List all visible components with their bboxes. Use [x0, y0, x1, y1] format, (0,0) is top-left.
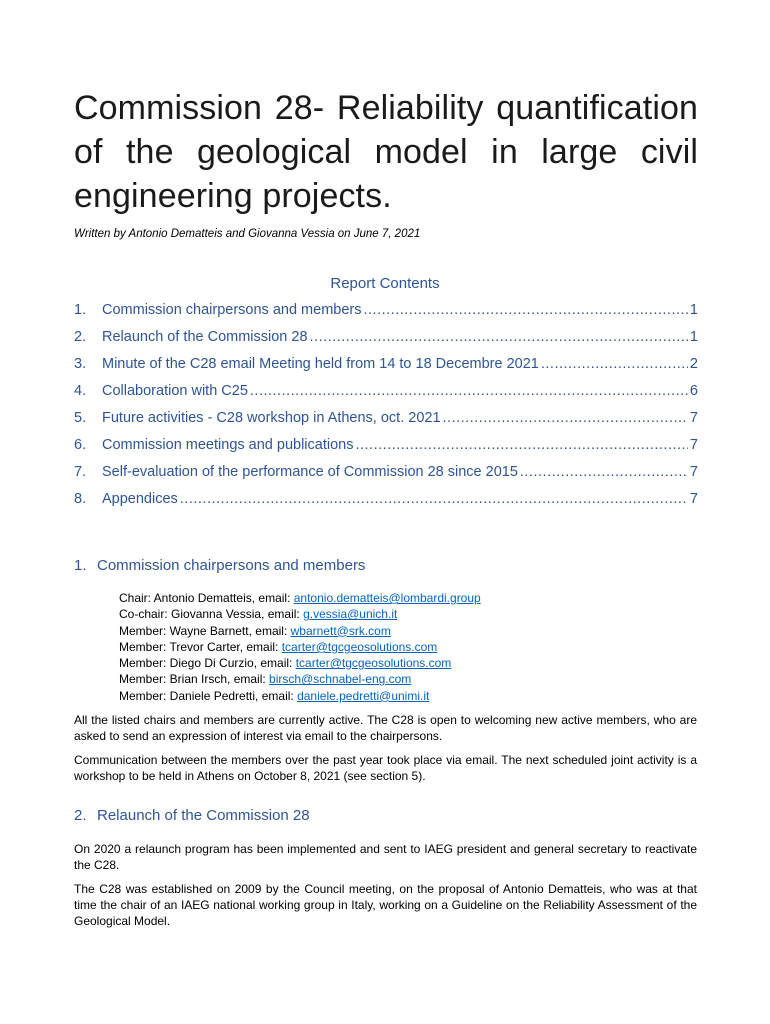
section-1-paragraph: Communication between the members over the past year took place via email. The next scheduled joint activity is a workshop to be held in Athens on October 8, 2021 (see section 5).	[74, 753, 697, 783]
toc-item-number: 1.	[74, 302, 87, 318]
member-email-link[interactable]: g.vessia@unich.it	[303, 607, 398, 622]
toc-item[interactable]	[74, 356, 698, 383]
toc-item-number: 5.	[74, 410, 87, 426]
section-2-title: Relaunch of the Commission 28	[97, 807, 310, 824]
member-email-link[interactable]: antonio.dematteis@lombardi.group	[293, 591, 481, 605]
toc-item-page[interactable]: 1	[689, 329, 698, 345]
section-1-heading	[74, 557, 365, 574]
toc-dot-leader	[355, 437, 687, 453]
toc-item-page[interactable]: 7	[689, 410, 698, 426]
toc-item[interactable]	[74, 329, 698, 356]
toc-item-number: 7.	[74, 464, 87, 480]
member-email-link[interactable]: tcarter@tgcgeosolutions.com	[295, 656, 452, 671]
toc-item-page[interactable]: 2	[689, 356, 698, 372]
toc-dot-leader	[310, 329, 688, 345]
toc-item-title[interactable]: Appendices	[102, 491, 178, 507]
section-1-number: 1.	[74, 557, 87, 574]
member-label: Member: Brian Irsch, email:	[119, 672, 270, 687]
toc-dot-leader	[443, 410, 688, 426]
section-1-title: Commission chairpersons and members	[97, 557, 366, 574]
toc-item[interactable]	[74, 383, 698, 410]
toc-item-title[interactable]: Commission chairpersons and members	[102, 302, 362, 318]
member-entry-chair	[119, 590, 481, 606]
toc-dot-leader	[520, 464, 688, 480]
member-label: Member: Daniele Pedretti, email:	[119, 688, 298, 703]
member-entry	[119, 688, 481, 704]
member-email-link[interactable]: wbarnett@srk.com	[290, 623, 391, 638]
toc-item-number: 4.	[74, 383, 87, 399]
section-2-paragraph: The C28 was established on 2009 by the Council meeting, on the proposal of Antonio Dematteis, who was at that time the chair of an IAEG national working group in Italy, working on a Guideline on the Reliability Assessment of the Geological Model.	[74, 882, 697, 928]
member-label: Chair: Antonio Dematteis, email:	[119, 591, 294, 605]
section-2-number: 2.	[74, 807, 87, 824]
member-entry	[119, 623, 481, 639]
toc-item-page[interactable]: 7	[689, 437, 698, 453]
member-email-link[interactable]: tcarter@tgcgeosolutions.com	[281, 639, 438, 654]
member-entry	[119, 639, 481, 655]
toc-item-number: 2.	[74, 329, 87, 345]
toc-item[interactable]	[74, 410, 698, 437]
table-of-contents	[74, 302, 698, 518]
toc-dot-leader	[250, 383, 688, 399]
member-label: Co-chair: Giovanna Vessia, email:	[119, 607, 304, 622]
section-2-paragraph: On 2020 a relaunch program has been implemented and sent to IAEG president and general secretary to reactivate the C28.	[74, 842, 697, 872]
member-list	[119, 590, 481, 704]
toc-dot-leader	[364, 302, 688, 318]
toc-item-title[interactable]: Self-evaluation of the performance of Commission 28 since 2015	[102, 464, 518, 480]
toc-item-page[interactable]: 1	[689, 302, 698, 318]
toc-item[interactable]	[74, 302, 698, 329]
member-email-link[interactable]: daniele.pedretti@unimi.it	[297, 688, 430, 703]
toc-item-title[interactable]: Minute of the C28 email Meeting held from 14 to 18 Decembre 2021	[102, 356, 539, 372]
toc-item-title[interactable]: Future activities - C28 workshop in Athens, oct. 2021	[102, 410, 441, 426]
toc-item[interactable]	[74, 464, 698, 491]
toc-item-title[interactable]: Commission meetings and publications	[102, 437, 354, 453]
toc-item-title[interactable]: Collaboration with C25	[102, 383, 248, 399]
byline: Written by Antonio Dematteis and Giovanna Vessia on June 7, 2021	[74, 228, 421, 240]
toc-item-number: 8.	[74, 491, 87, 507]
section-2-heading	[74, 807, 310, 824]
toc-item[interactable]	[74, 491, 698, 518]
member-entry	[119, 655, 481, 671]
member-entry	[119, 671, 481, 687]
toc-item-number: 3.	[74, 356, 87, 372]
member-label: Member: Diego Di Curzio, email:	[119, 656, 296, 671]
section-1-paragraph: All the listed chairs and members are currently active. The C28 is open to welcoming new active members, who are asked to send an expression of interest via email to the chairpersons.	[74, 713, 697, 743]
member-label: Member: Trevor Carter, email:	[119, 639, 282, 654]
member-email-link[interactable]: birsch@schnabel-eng.com	[269, 672, 412, 687]
toc-item-page[interactable]: 7	[689, 491, 698, 507]
page-title: Commission 28- Reliability quantification of the geological model in large civil engineering projects.	[74, 89, 698, 215]
toc-dot-leader	[180, 491, 688, 507]
toc-heading: Report Contents	[330, 275, 440, 292]
toc-item-title[interactable]: Relaunch of the Commission 28	[102, 329, 308, 345]
toc-item-page[interactable]: 7	[689, 464, 698, 480]
member-entry-cochair	[119, 606, 481, 622]
toc-dot-leader	[541, 356, 688, 372]
toc-item-number: 6.	[74, 437, 87, 453]
toc-item[interactable]	[74, 437, 698, 464]
member-label: Member: Wayne Barnett, email:	[119, 623, 291, 638]
toc-item-page[interactable]: 6	[689, 383, 698, 399]
